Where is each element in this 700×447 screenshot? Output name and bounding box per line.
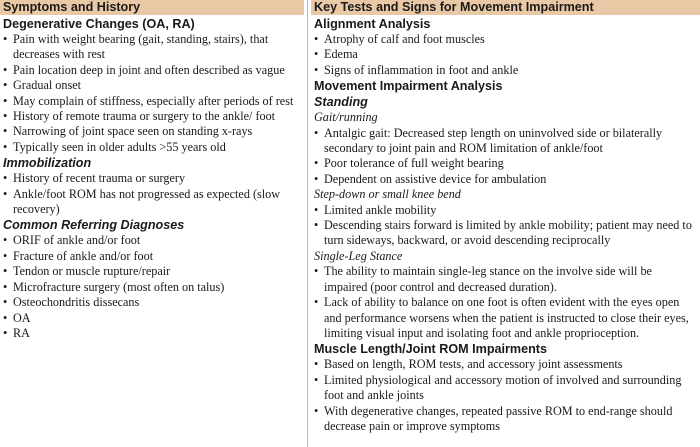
list-item: • History of remote trauma or surgery to the ankle/ foot xyxy=(3,109,300,124)
list-item: • ORIF of ankle and/or foot xyxy=(3,233,300,248)
list-item: • Typically seen in older adults >55 years old xyxy=(3,140,300,155)
movement-title: Movement Impairment Analysis xyxy=(314,79,503,94)
list-item: • Ankle/foot ROM has not progressed as expected (slow recovery) xyxy=(3,187,300,218)
list-item: • The ability to maintain single-leg stance on the involve side will be impaired (poor control and decreased duration). xyxy=(314,264,696,295)
list-item: • Fracture of ankle and/or foot xyxy=(3,249,300,264)
list-item: • Lack of ability to balance on one foot is often evident with the eyes open and performance worsens when the patient is instructed to close their eyes, limiting visual input and isolating foot and ankle proprioception. xyxy=(314,295,696,341)
list-item: • RA xyxy=(3,326,300,341)
symptoms-header: Symptoms and History xyxy=(0,0,304,15)
gait-subtitle: Gait/running xyxy=(314,110,378,125)
list-item: • Osteochondritis dissecans xyxy=(3,295,300,310)
list-item: • Limited ankle mobility xyxy=(314,203,696,218)
list-item: • Gradual onset xyxy=(3,78,300,93)
list-item: • Narrowing of joint space seen on standing x-rays xyxy=(3,124,300,139)
list-item: • Edema xyxy=(314,47,696,62)
immobilization-title: Immobilization xyxy=(3,156,92,171)
list-item: • Antalgic gait: Decreased step length on uninvolved side or bilaterally secondary to joint pain and ROM limitation of ankle/foot xyxy=(314,126,696,157)
list-item: • Tendon or muscle rupture/repair xyxy=(3,264,300,279)
list-item: • Dependent on assistive device for ambulation xyxy=(314,172,696,187)
alignment-list xyxy=(314,32,696,78)
immobilization-list xyxy=(3,171,300,217)
muscle-list xyxy=(314,357,696,434)
list-item: • History of recent trauma or surgery xyxy=(3,171,300,186)
tests-column xyxy=(311,0,700,447)
diagnoses-list xyxy=(3,233,300,341)
stepdown-list xyxy=(314,203,696,249)
standing-title: Standing xyxy=(314,95,368,110)
diagnoses-title: Common Referring Diagnoses xyxy=(3,218,185,233)
list-item: • Pain location deep in joint and often described as vague xyxy=(3,63,300,78)
degenerative-list xyxy=(3,32,300,155)
single-leg-subtitle: Single-Leg Stance xyxy=(314,248,403,263)
list-item: • Descending stairs forward is limited by ankle mobility; patient may need to turn sideways, backward, or avoid descending reciprocally xyxy=(314,218,696,249)
symptoms-column xyxy=(0,0,304,447)
list-item: • Limited physiological and accessory motion of involved and surrounding foot and ankle joints xyxy=(314,373,696,404)
column-divider xyxy=(307,0,308,447)
stepdown-subtitle: Step-down or small knee bend xyxy=(314,187,461,202)
gait-list xyxy=(314,126,696,188)
list-item: • Signs of inflammation in foot and ankle xyxy=(314,63,696,78)
alignment-title: Alignment Analysis xyxy=(314,17,431,31)
list-item: • Poor tolerance of full weight bearing xyxy=(314,156,696,171)
tests-header: Key Tests and Signs for Movement Impairment xyxy=(311,0,700,15)
list-item: • Microfracture surgery (most often on talus) xyxy=(3,280,300,295)
list-item: • Based on length, ROM tests, and accessory joint assessments xyxy=(314,357,696,372)
list-item: • May complain of stiffness, especially after periods of rest xyxy=(3,94,300,109)
list-item: • OA xyxy=(3,311,300,326)
degenerative-title: Degenerative Changes (OA, RA) xyxy=(3,17,195,31)
list-item: • Atrophy of calf and foot muscles xyxy=(314,32,696,47)
list-item: • With degenerative changes, repeated passive ROM to end-range should decrease pain or improve symptoms xyxy=(314,404,696,435)
muscle-title: Muscle Length/Joint ROM Impairments xyxy=(314,342,548,357)
single-leg-list xyxy=(314,264,696,341)
list-item: • Pain with weight bearing (gait, standing, stairs), that decreases with rest xyxy=(3,32,300,63)
